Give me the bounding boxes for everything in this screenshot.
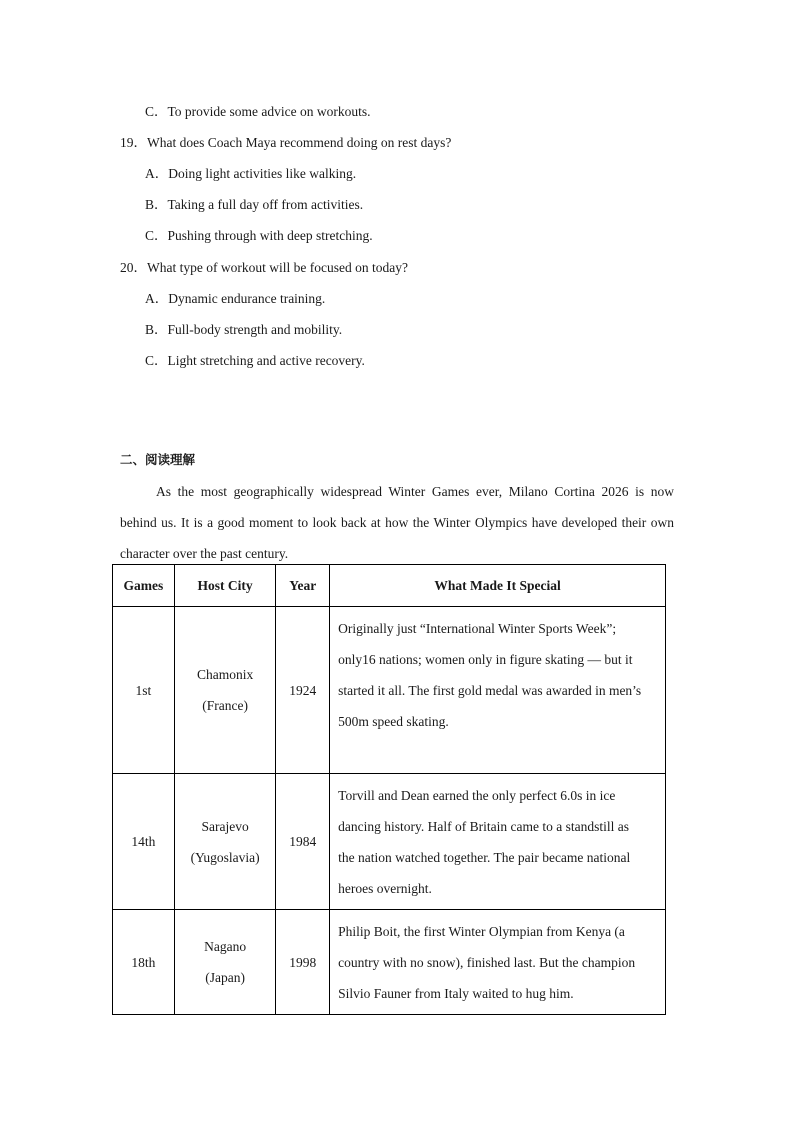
q19-option-c: C．Pushing through with deep stretching. [145,228,373,243]
city-name: Sarajevo [201,818,249,834]
winter-games-table [112,564,666,1015]
special-line: dancing history. Half of Britain came to a standstill as [338,819,629,834]
special-cell [330,607,666,774]
q19-stem: 19．What does Coach Maya recommend doing on rest days? [120,135,452,150]
special-cell [330,910,666,1015]
special-line: started it all. The first gold medal was awarded in men’s [338,683,642,698]
special-line: the nation watched together. The pair became national [338,850,631,865]
special-line: Philip Boit, the first Winter Olympian from Kenya (a [338,924,625,939]
table-row [113,910,666,1015]
q18-option-c: C．To provide some advice on workouts. [145,104,371,119]
games-cell: 14th [113,774,175,910]
header-year: Year [276,565,330,607]
country-name: (Japan) [205,970,245,985]
header-games: Games [113,565,175,607]
header-host-city: Host City [174,565,276,607]
special-line: Silvio Fauner from Italy waited to hug him. [338,986,574,1001]
year-cell: 1998 [276,910,330,1015]
games-cell: 1st [113,607,175,774]
host-city-cell [174,607,276,774]
special-line: country with no snow), finished last. But the champion [338,955,636,970]
special-line: Originally just “International Winter Sports Week”; [338,621,617,636]
city-name: Nagano [204,939,247,954]
header-special: What Made It Special [330,565,666,607]
country-name: (France) [202,698,248,713]
reading-intro: As the most geographically widespread Winter Games ever, Milano Cortina 2026 is now behind us. It is a good moment to look back at how the Winter Olympics have developed their own character over the past century. [120,484,674,561]
section-title: 二、阅读理解 [120,452,196,467]
city-name: Chamonix [196,667,254,682]
special-line: 500m speed skating. [338,714,449,729]
q19-option-b: B．Taking a full day off from activities. [145,197,364,212]
q19-option-a: A．Doing light activities like walking. [145,166,357,181]
country-name: (Yugoslavia) [190,849,260,865]
year-cell: 1984 [276,774,330,910]
table-row [113,774,666,910]
host-city-cell [174,774,276,910]
special-cell [330,774,666,910]
games-cell: 18th [113,910,175,1015]
q20-option-b: B．Full-body strength and mobility. [145,322,343,337]
special-line: heroes overnight. [338,881,432,896]
host-city-cell [174,910,276,1015]
special-line: only16 nations; women only in figure skating — but it [338,652,633,667]
table-header-row [113,565,666,607]
q20-option-a: A．Dynamic endurance training. [145,291,326,306]
special-line: Torvill and Dean earned the only perfect 6.0s in ice [338,788,616,803]
q20-stem: 20．What type of workout will be focused on today? [120,260,408,275]
table-row [113,607,666,774]
year-cell: 1924 [276,607,330,774]
q20-option-c: C．Light stretching and active recovery. [145,353,365,368]
